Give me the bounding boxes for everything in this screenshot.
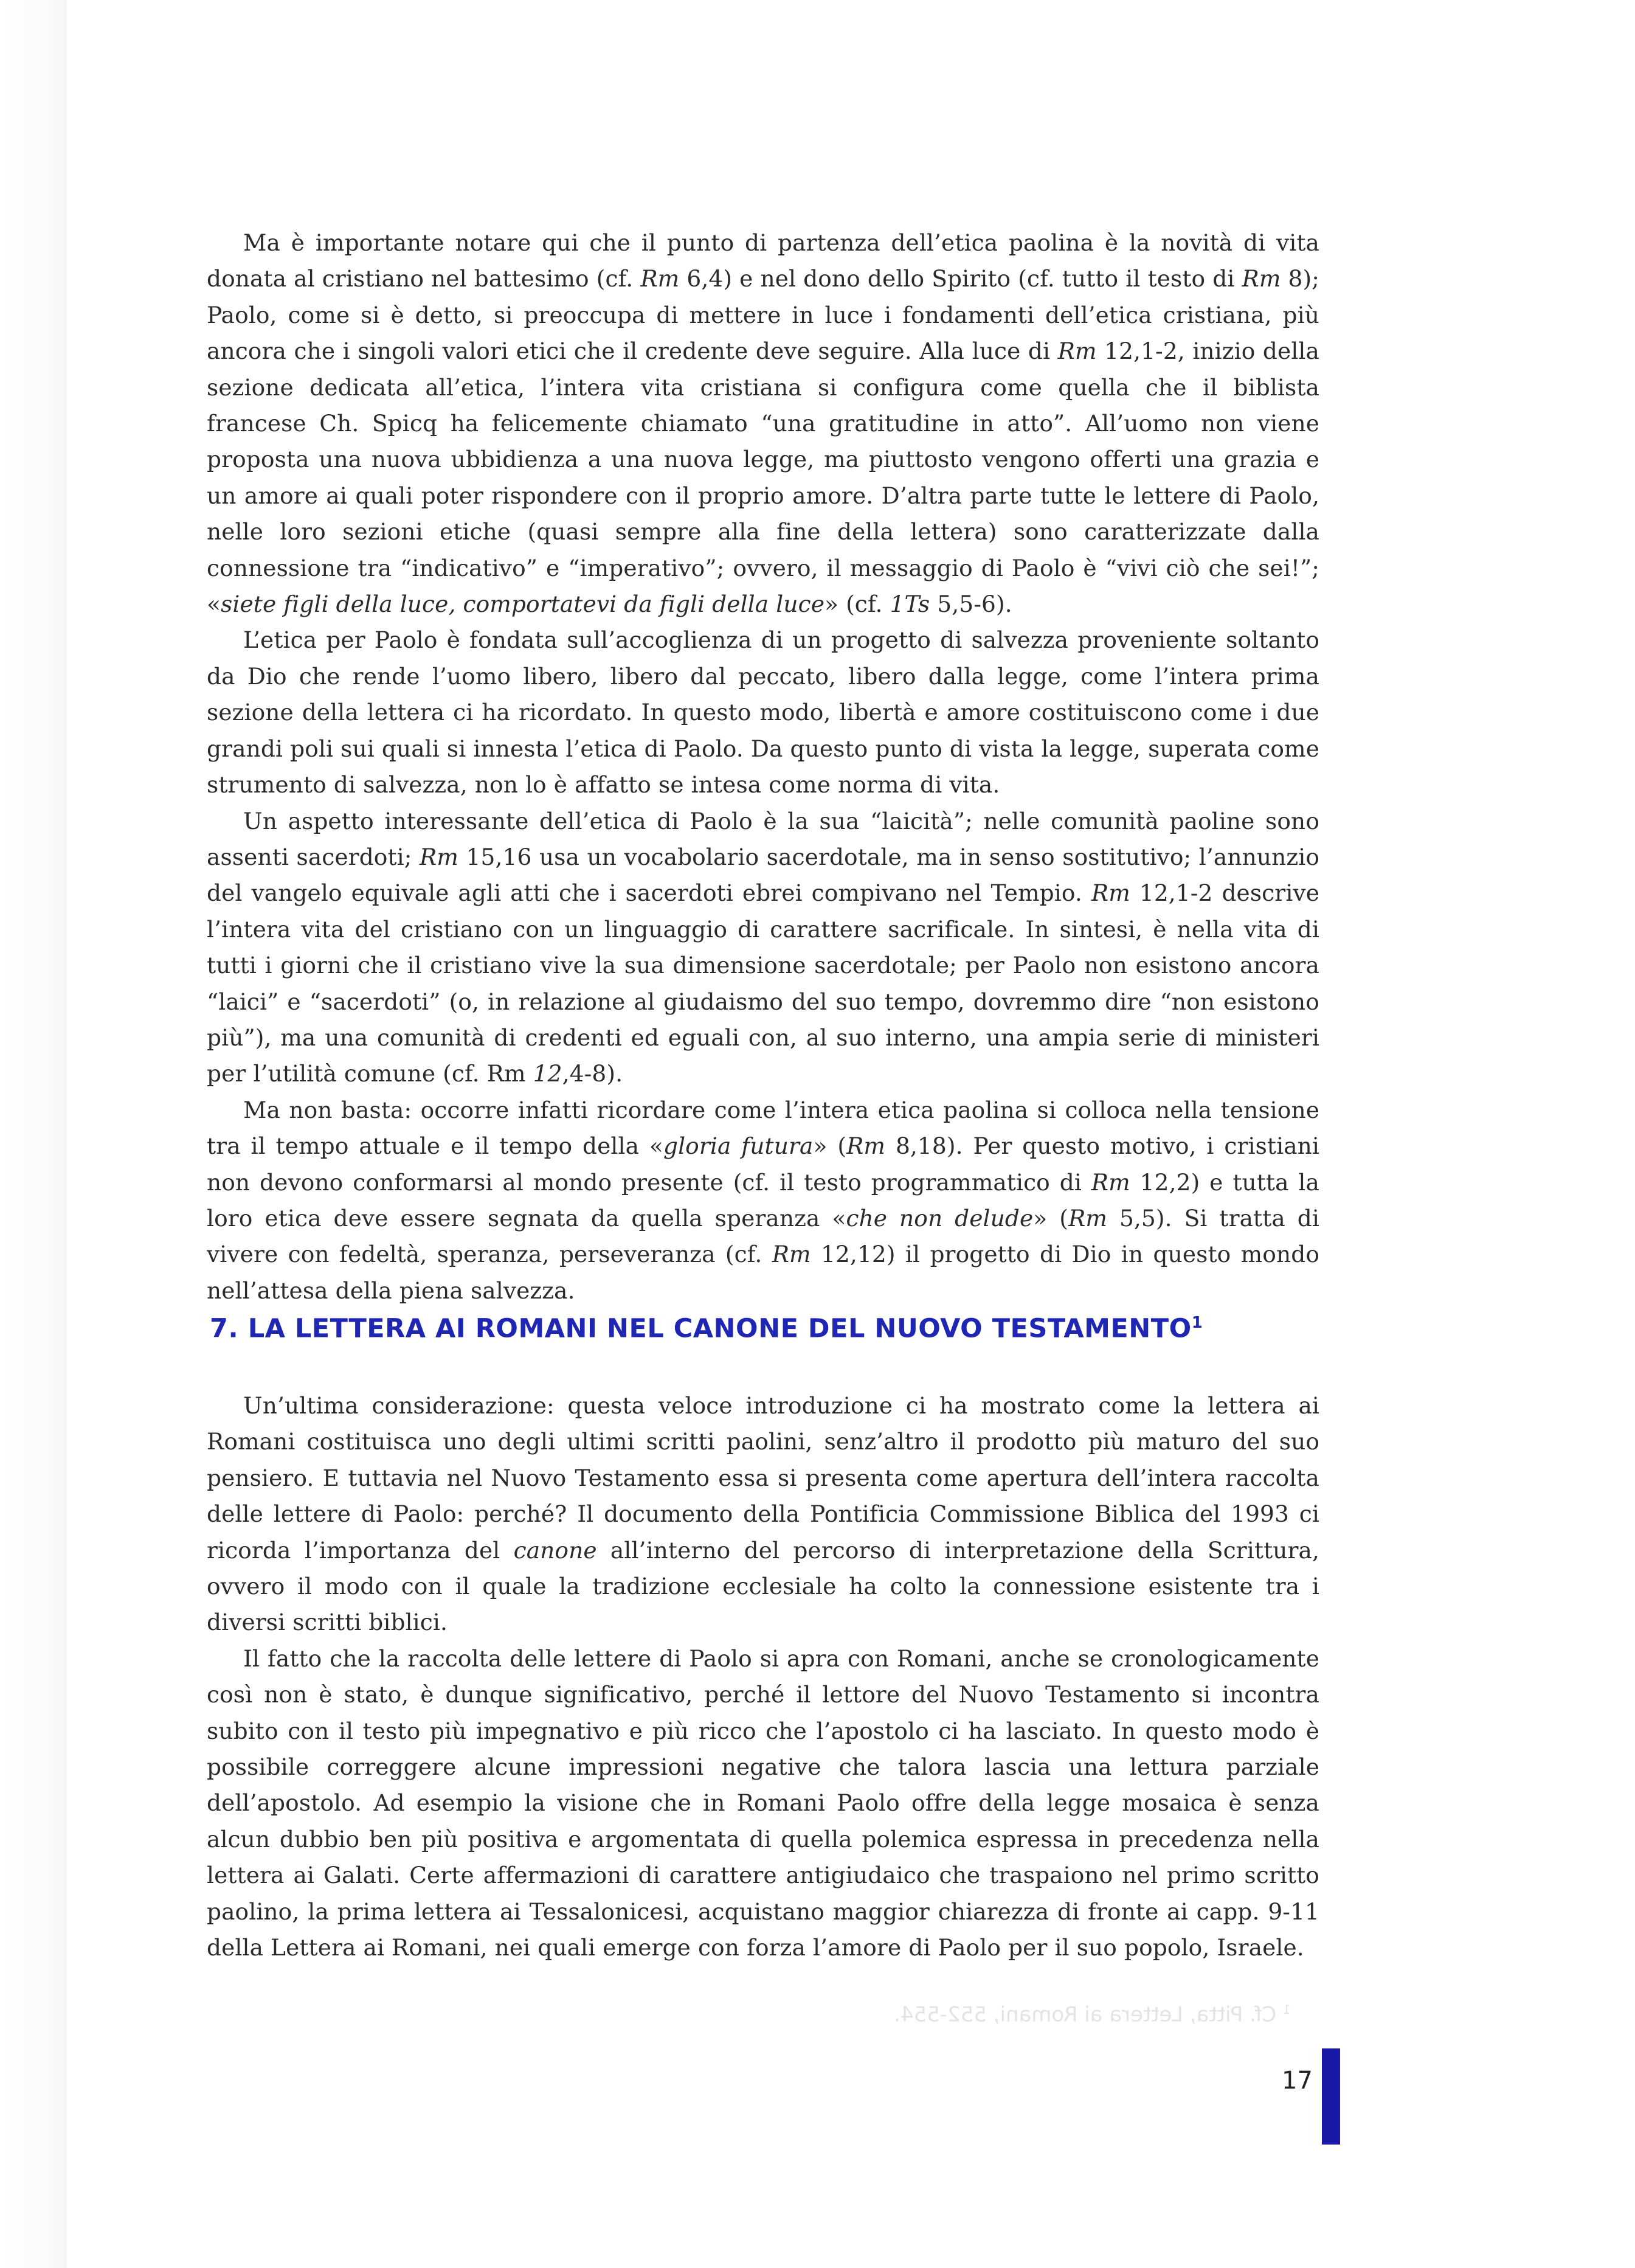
- body-section-canon: [207, 1388, 1319, 1966]
- footnote-reference: 1: [1191, 1314, 1203, 1332]
- page-shadow-edge: [0, 0, 67, 2268]
- paragraph: L’etica per Paolo è fondata sull’accoglienza di un progetto di salvezza proveniente soltanto da Dio che rende l’uomo libero, libero dal peccato, libero dalla legge, come l’intera prima sezione della lettera ci ha ricordato. In questo modo, libertà e amore costituiscono come i due grandi poli sui quali si innesta l’etica di Paolo. Da questo punto di vista la legge, superata come strumento di salvezza, non lo è affatto se intesa come norma di vita.: [207, 626, 1319, 799]
- section-heading: [210, 1305, 1341, 1347]
- paragraph: Ma non basta: occorre infatti ricordare come l’intera etica paolina si colloca nella tensione tra il tempo attuale e il tempo della «gloria futura» (Rm 8,18). Per questo motivo, i cristiani non devono conformarsi al mondo presente (cf. il testo programmatico di Rm 12,2) e tutta la loro etica deve essere segnata da quella speranza «che non delude» (Rm 5,5). Si tratta di vivere con fedeltà, speranza, perseveranza (cf. Rm 12,12) il progetto di Dio in questo mondo nell’attesa della piena salvezza.: [207, 1096, 1319, 1304]
- paragraph: Ma è importante notare qui che il punto di partenza dell’etica paolina è la novità di vita donata al cristiano nel battesimo (cf. Rm 6,4) e nel dono dello Spirito (cf. tutto il testo di Rm 8); Paolo, come si è detto, si preoccupa di mettere in luce i fondamenti dell’etica cristiana, più ancora che i singoli valori etici che il credente deve seguire. Alla luce di Rm 12,1-2, inizio della sezione dedicata all’etica, l’intera vita cristiana si configura come quella che il biblista francese Ch. Spicq ha felicemente chiamato “una gratitudine in atto”. All’uomo non viene proposta una nuova ubbidienza a una nuova legge, ma piuttosto vengono offerti una grazia e un amore ai quali poter rispondere con il proprio amore. D’altra parte tutte le lettere di Paolo, nelle loro sezioni etiche (quasi sempre alla fine della lettera) sono caratterizzate dalla connessione tra “indicativo” e “imperativo”; ovvero, il messaggio di Paolo è “vivi ciò che sei!”; «siete figli della luce, comportatevi da figli della luce» (cf. 1Ts 5,5-6).: [207, 229, 1319, 618]
- page-number-bar: [1322, 2048, 1340, 2145]
- paragraph: Un’ultima considerazione: questa veloce introduzione ci ha mostrato come la lettera ai Romani costituisca uno degli ultimi scritti paolini, senz’altro il prodotto più maturo del suo pensiero. E tuttavia nel Nuovo Testamento essa si presenta come apertura dell’intera raccolta delle lettere di Paolo: perché? Il documento della Pontificia Commissione Biblica del 1993 ci ricorda l’importanza del canone all’interno del percorso di interpretazione della Scrittura, ovvero il modo con il quale la tradizione ecclesiale ha colto la connessione esistente tra i diversi scritti biblici.: [207, 1392, 1319, 1636]
- page-number: 17: [1282, 2067, 1313, 2095]
- body-section-ethics: [207, 225, 1319, 1309]
- section-heading-text: 7. LA LETTERA AI ROMANI NEL CANONE DEL NUOVO TESTAMENTO: [210, 1313, 1192, 1344]
- paragraph: Un aspetto interessante dell’etica di Paolo è la sua “laicità”; nelle comunità paoline sono assenti sacerdoti; Rm 15,16 usa un vocabolario sacerdotale, ma in senso sostitutivo; l’annunzio del vangelo equivale agli atti che i sacerdoti ebrei compivano nel Tempio. Rm 12,1-2 descrive l’intera vita del cristiano con un linguaggio di carattere sacrificale. In sintesi, è nella vita di tutti i giorni che il cristiano vive la sua dimensione sacerdotale; per Paolo non esistono ancora “laici” e “sacerdoti” (o, in relazione al giudaismo del suo tempo, dovremmo dire “non esistono più”), ma una comunità di credenti ed eguali con, al suo interno, una ampia serie di ministeri per l’utilità comune (cf. Rm 12,4-8).: [207, 807, 1319, 1087]
- bleed-through-footnote: $^1$ Cf. Pitta, Lettera ai Romani, 552-554.: [894, 2002, 1291, 2027]
- paragraph: Il fatto che la raccolta delle lettere di Paolo si apra con Romani, anche se cronologicamente così non è stato, è dunque significativo, perché il lettore del Nuovo Testamento si incontra subito con il testo più impegnativo e più ricco che l’apostolo ci ha lasciato. In questo modo è possibile correggere alcune impressioni negative che talora lascia una lettura parziale dell’apostolo. Ad esempio la visione che in Romani Paolo offre della legge mosaica è senza alcun dubbio ben più positiva e argomentata di quella polemica espressa in precedenza nella lettera ai Galati. Certe affermazioni di carattere antigiudaico che traspaiono nel primo scritto paolino, la prima lettera ai Tessalonicesi, acquistano maggior chiarezza di fronte ai capp. 9-11 della Lettera ai Romani, nei quali emerge con forza l’amore di Paolo per il suo popolo, Israele.: [207, 1645, 1319, 1961]
